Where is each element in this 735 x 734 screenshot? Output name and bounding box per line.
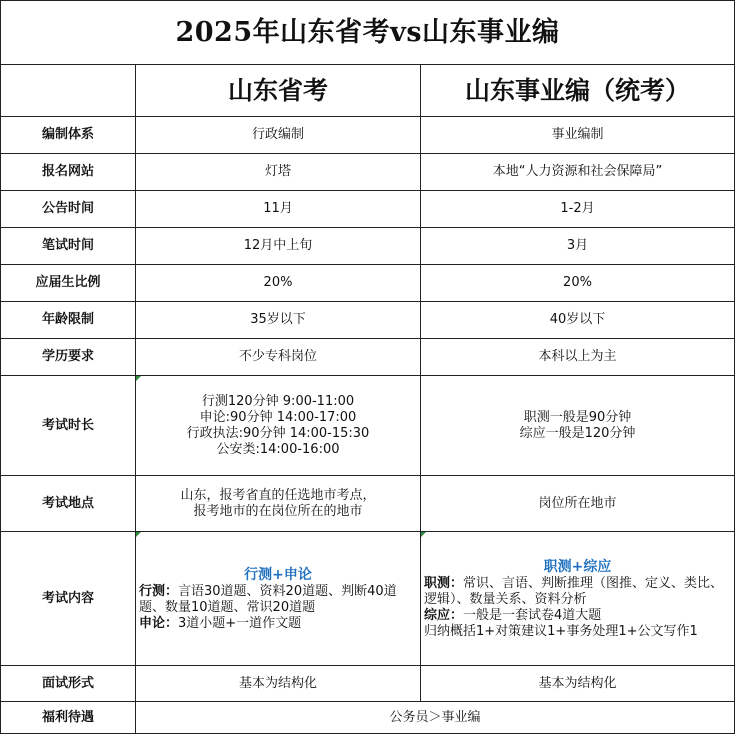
row-label: 报名网站	[1, 154, 136, 191]
row-label: 福利待遇	[1, 702, 136, 734]
provincial-value: 灯塔	[136, 154, 421, 191]
content-item-tag: 行测：	[139, 583, 179, 599]
duration-line: 职测一般是90分钟	[523, 409, 632, 425]
row-label: 考试内容	[1, 532, 136, 666]
institution-content-heading: 职测+综应	[543, 558, 612, 575]
institution-value: 1-2月	[421, 191, 735, 228]
table-row	[1, 265, 735, 302]
row-label: 考试时长	[1, 376, 136, 476]
content-item-text: 3道小题+一道作文题	[178, 615, 302, 631]
column-header-public-institution: 山东事业编（统考）	[421, 65, 735, 117]
institution-content	[421, 532, 735, 666]
institution-value: 本科以上为主	[421, 339, 735, 376]
institution-interview: 基本为结构化	[421, 666, 735, 702]
provincial-content-heading: 行测+申论	[244, 566, 312, 583]
row-label: 年龄限制	[1, 302, 136, 339]
location-line: 报考地市的在岗位所在的地市	[193, 503, 363, 519]
provincial-interview: 基本为结构化	[136, 666, 421, 702]
content-item-text: 言语30道题、资料20道题、判断40道题、数量10道题、常识20道题	[139, 583, 397, 615]
provincial-value: 35岁以下	[136, 302, 421, 339]
duration-line: 行测120分钟 9:00-11:00	[201, 393, 355, 409]
row-label: 面试形式	[1, 666, 136, 702]
content-item-tag: 申论：	[139, 615, 179, 631]
institution-value: 本地“人力资源和社会保障局”	[421, 154, 735, 191]
provincial-location	[136, 476, 421, 532]
content-item	[424, 576, 731, 608]
row-label: 公告时间	[1, 191, 136, 228]
provincial-value: 12月中上旬	[136, 228, 421, 265]
table-row	[1, 228, 735, 265]
institution-value: 40岁以下	[421, 302, 735, 339]
table-row-content	[1, 532, 735, 666]
table-row-duration	[1, 376, 735, 476]
table-row-location	[1, 476, 735, 532]
institution-duration	[421, 376, 735, 476]
content-item	[424, 608, 731, 624]
table-row	[1, 191, 735, 228]
row-label: 编制体系	[1, 117, 136, 154]
header-corner-cell	[1, 65, 136, 117]
content-item-extra: 归纳概括1+对策建议1+事务处理1+公文写作1	[424, 623, 698, 639]
content-item	[139, 584, 417, 616]
institution-location: 岗位所在地市	[421, 476, 735, 532]
page-title: 2025年山东省考vs山东事业编	[1, 1, 735, 65]
content-item-tag: 职测：	[424, 575, 464, 591]
table-row	[1, 154, 735, 191]
table-row	[1, 339, 735, 376]
institution-value: 3月	[421, 228, 735, 265]
provincial-value: 不少专科岗位	[136, 339, 421, 376]
content-item-text: 一般是一套试卷4道大题	[463, 607, 602, 623]
provincial-content	[136, 532, 421, 666]
duration-line: 申论:90分钟 14:00-17:00	[199, 409, 357, 425]
content-item-text: 常识、言语、判断推理（图推、定义、类比、逻辑）、数量关系、资料分析	[424, 575, 724, 607]
content-item-tag: 综应：	[424, 607, 464, 623]
content-item	[139, 616, 417, 632]
table-row	[1, 117, 735, 154]
row-label: 考试地点	[1, 476, 136, 532]
provincial-value: 行政编制	[136, 117, 421, 154]
location-line: 山东，报考省直的任选地市考点，	[180, 487, 376, 503]
row-label: 笔试时间	[1, 228, 136, 265]
institution-value: 事业编制	[421, 117, 735, 154]
table-row	[1, 302, 735, 339]
table-row-interview	[1, 666, 735, 702]
duration-line: 综应一般是120分钟	[519, 425, 636, 441]
row-label: 应届生比例	[1, 265, 136, 302]
provincial-duration	[136, 376, 421, 476]
institution-value: 20%	[421, 265, 735, 302]
provincial-value: 20%	[136, 265, 421, 302]
row-label: 学历要求	[1, 339, 136, 376]
column-header-provincial-exam: 山东省考	[136, 65, 421, 117]
provincial-value: 11月	[136, 191, 421, 228]
welfare-value: 公务员＞事业编	[136, 702, 735, 734]
duration-line: 公安类:14:00-16:00	[216, 441, 340, 457]
duration-line: 行政执法:90分钟 14:00-15:30	[186, 425, 370, 441]
